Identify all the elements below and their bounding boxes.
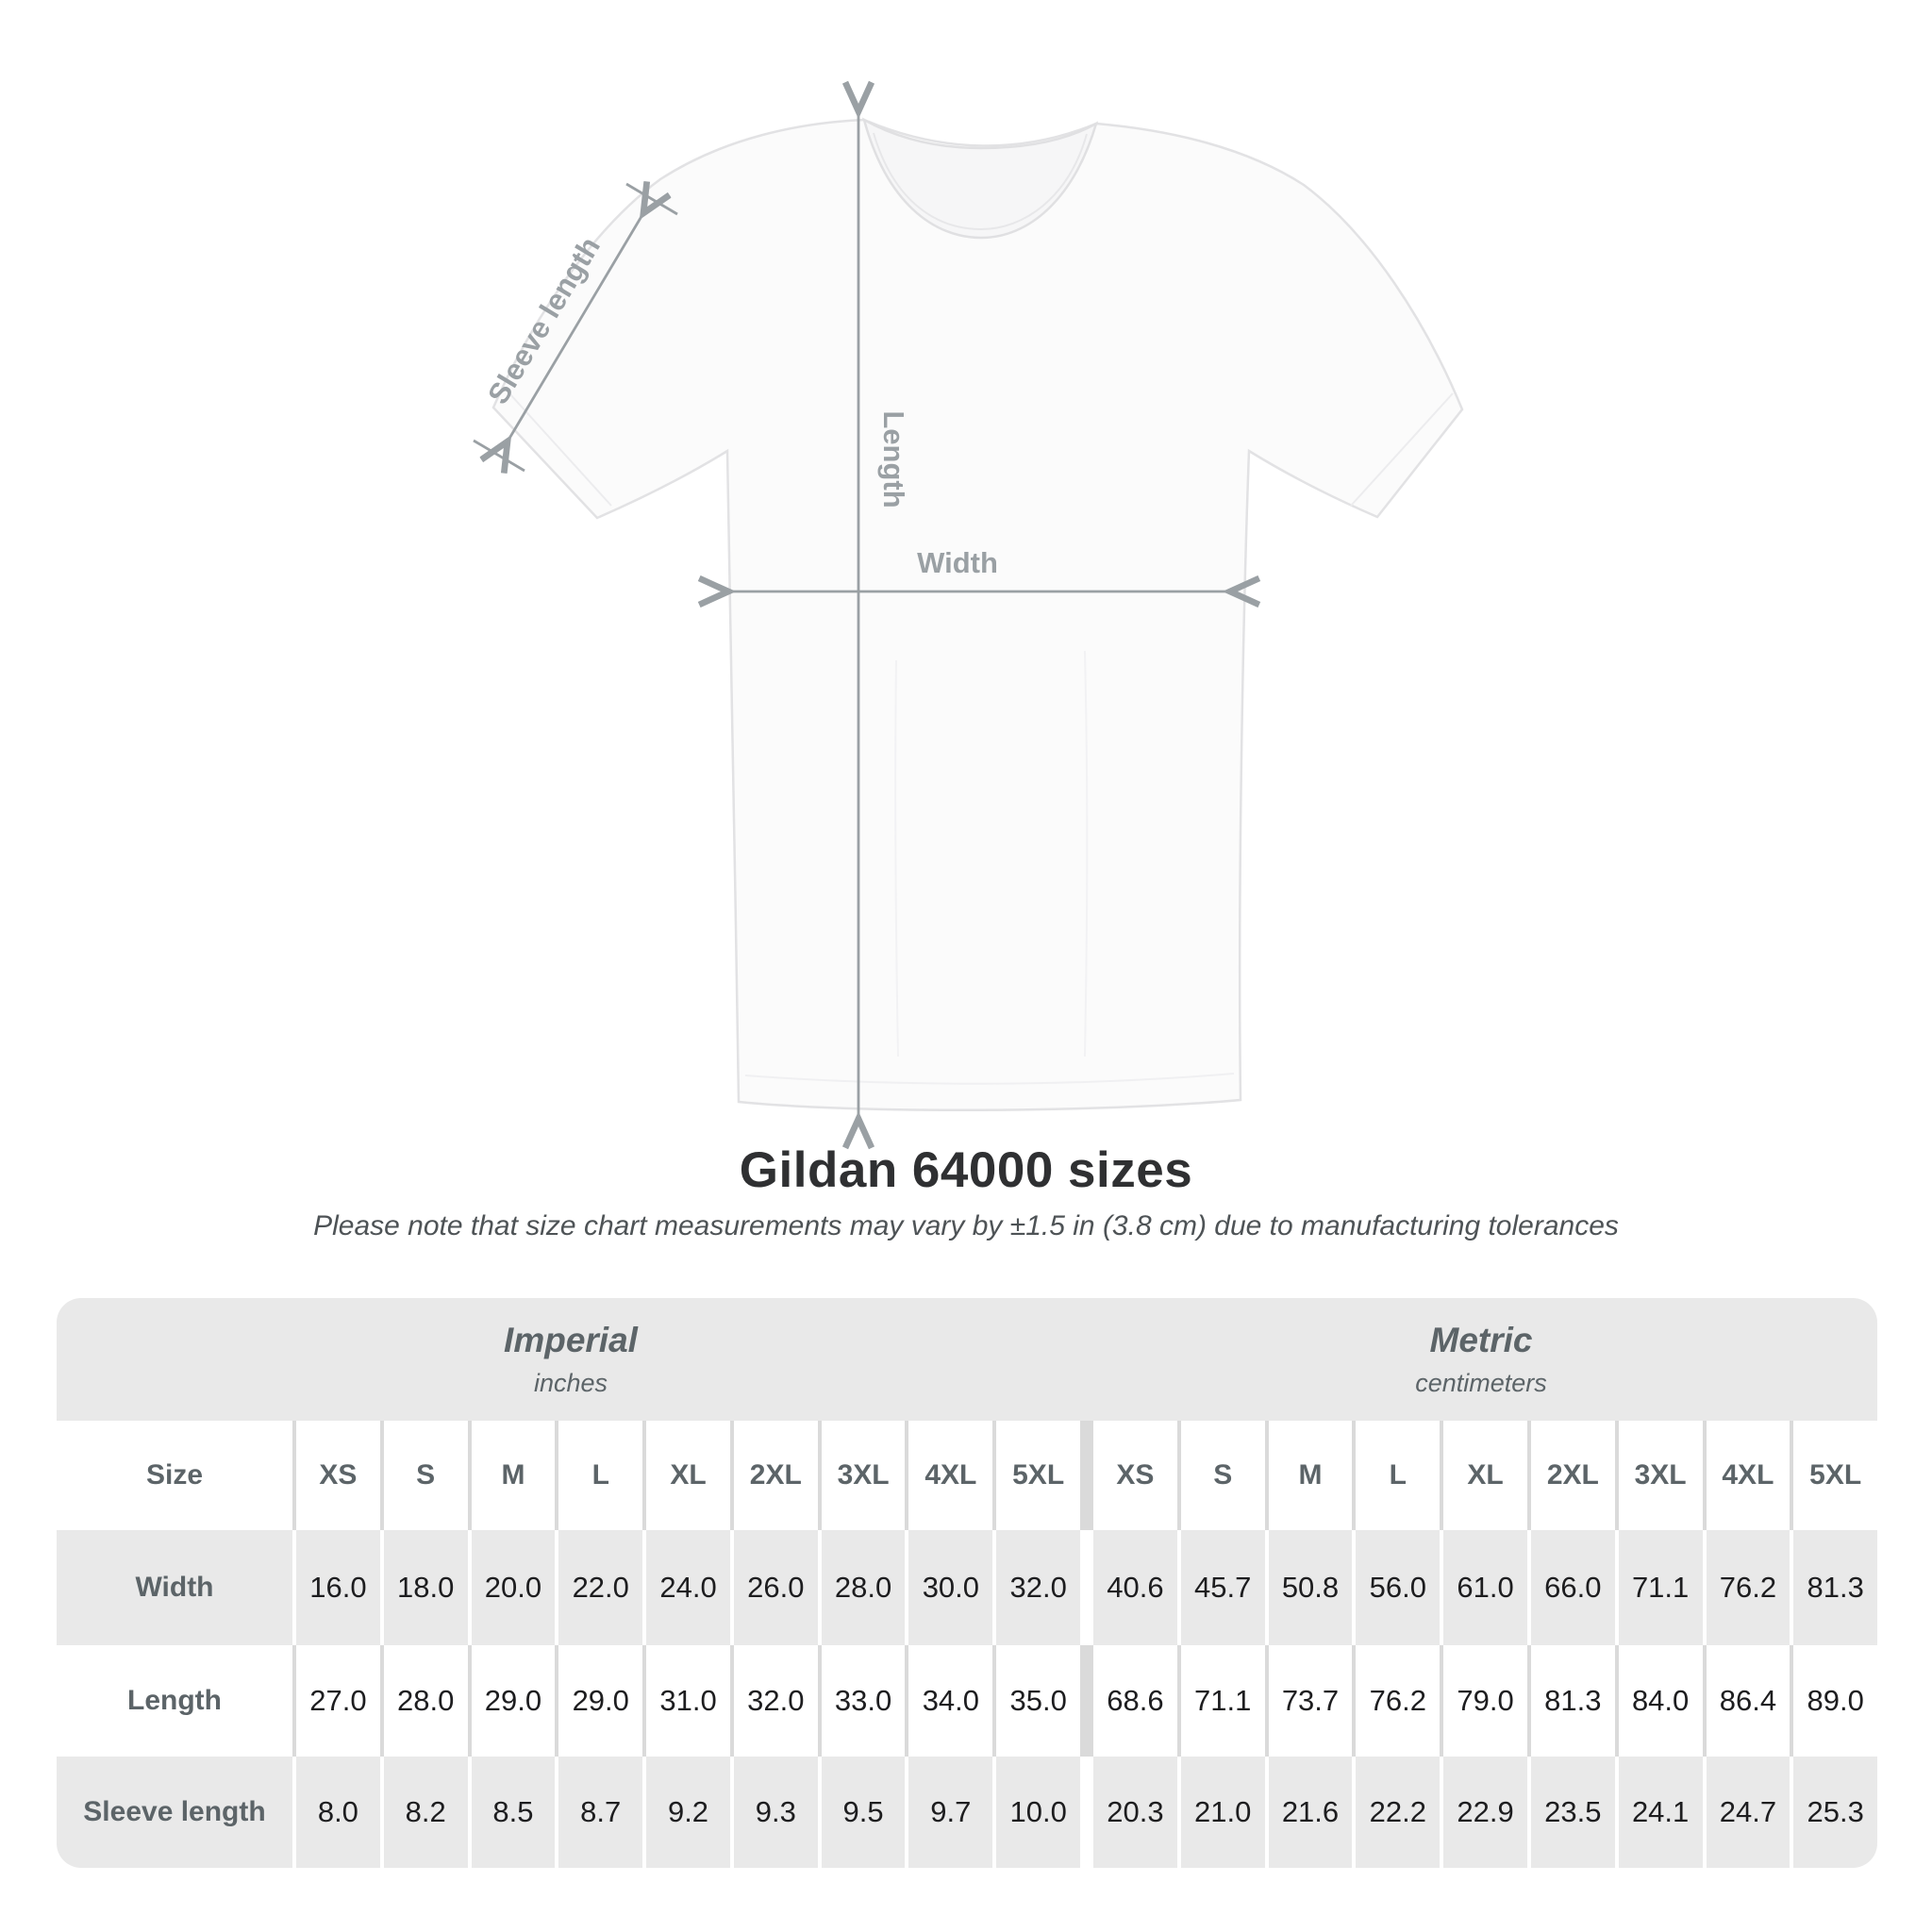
imperial-value-cell: 28.0 [384, 1645, 468, 1757]
metric-size-header-cell: 3XL [1619, 1421, 1703, 1530]
sleeve-length-dimension-label: Sleeve length [481, 231, 608, 410]
metric-value-cell: 66.0 [1531, 1530, 1615, 1645]
page-title: Gildan 64000 sizes [739, 1142, 1193, 1198]
metric-value-cell: 71.1 [1181, 1645, 1265, 1757]
imperial-value-cell: 29.0 [472, 1645, 556, 1757]
imperial-value-cell: 9.7 [908, 1757, 992, 1868]
imperial-value-cell: 8.2 [384, 1757, 468, 1868]
size-table [57, 1298, 1877, 1868]
metric-value-cell: 24.1 [1619, 1757, 1703, 1868]
imperial-size-header-cell: M [472, 1421, 556, 1530]
metric-value-cell: 73.7 [1269, 1645, 1353, 1757]
imperial-value-cell: 31.0 [646, 1645, 730, 1757]
imperial-value-cell: 34.0 [908, 1645, 992, 1757]
metric-value-cell: 22.2 [1356, 1757, 1440, 1868]
length-dimension-label: Length [877, 410, 910, 508]
imperial-size-header-cell: XL [646, 1421, 730, 1530]
metric-value-cell: 20.3 [1093, 1757, 1177, 1868]
size-column-header: Size [57, 1421, 292, 1530]
imperial-value-cell: 20.0 [472, 1530, 556, 1645]
imperial-value-cell: 9.3 [734, 1757, 818, 1868]
imperial-value-cell: 8.0 [296, 1757, 380, 1868]
row-label: Length [57, 1645, 292, 1757]
width-dimension-label: Width [917, 546, 998, 579]
imperial-value-cell: 35.0 [996, 1645, 1080, 1757]
metric-value-cell: 71.1 [1619, 1530, 1703, 1645]
metric-section-header [1085, 1298, 1877, 1421]
metric-value-cell: 21.6 [1269, 1757, 1353, 1868]
imperial-value-cell: 26.0 [734, 1530, 818, 1645]
metric-value-cell: 86.4 [1707, 1645, 1790, 1757]
imperial-label: Imperial [504, 1321, 638, 1359]
imperial-value-cell: 24.0 [646, 1530, 730, 1645]
metric-value-cell: 84.0 [1619, 1645, 1703, 1757]
row-label: Width [57, 1530, 292, 1645]
metric-value-cell: 56.0 [1356, 1530, 1440, 1645]
sleeve-length-row [57, 1757, 1877, 1868]
metric-size-header-cell: 5XL [1793, 1421, 1877, 1530]
metric-value-cell: 21.0 [1181, 1757, 1265, 1868]
metric-label: Metric [1429, 1321, 1533, 1359]
imperial-value-cell: 18.0 [384, 1530, 468, 1645]
imperial-section-header [57, 1298, 1085, 1421]
imperial-value-cell: 8.7 [558, 1757, 642, 1868]
imperial-value-cell: 30.0 [908, 1530, 992, 1645]
units-header-band [57, 1298, 1877, 1421]
imperial-size-header-cell: 2XL [734, 1421, 818, 1530]
imperial-value-cell: 27.0 [296, 1645, 380, 1757]
imperial-value-cell: 33.0 [822, 1645, 906, 1757]
row-label: Sleeve length [57, 1757, 292, 1868]
metric-size-header-cell: S [1181, 1421, 1265, 1530]
imperial-value-cell: 32.0 [734, 1645, 818, 1757]
imperial-size-header-cell: 5XL [996, 1421, 1080, 1530]
imperial-value-cell: 9.5 [822, 1757, 906, 1868]
imperial-value-cell: 29.0 [558, 1645, 642, 1757]
imperial-value-cell: 8.5 [472, 1757, 556, 1868]
metric-value-cell: 61.0 [1443, 1530, 1527, 1645]
imperial-size-header-cell: 3XL [822, 1421, 906, 1530]
metric-value-cell: 89.0 [1793, 1645, 1877, 1757]
imperial-size-header-cell: XS [296, 1421, 380, 1530]
metric-value-cell: 79.0 [1443, 1645, 1527, 1757]
metric-unit-label: centimeters [1415, 1369, 1547, 1397]
metric-size-header-cell: XL [1443, 1421, 1527, 1530]
imperial-size-header-cell: S [384, 1421, 468, 1530]
imperial-value-cell: 32.0 [996, 1530, 1080, 1645]
imperial-size-header-cell: L [558, 1421, 642, 1530]
metric-value-cell: 81.3 [1793, 1530, 1877, 1645]
metric-value-cell: 24.7 [1707, 1757, 1790, 1868]
metric-value-cell: 76.2 [1707, 1530, 1790, 1645]
metric-size-header-cell: 2XL [1531, 1421, 1615, 1530]
imperial-value-cell: 9.2 [646, 1757, 730, 1868]
sleeve-dimension-tick-bottom [474, 441, 525, 471]
imperial-size-header-cell: 4XL [908, 1421, 992, 1530]
metric-value-cell: 40.6 [1093, 1530, 1177, 1645]
length-row [57, 1645, 1877, 1757]
tshirt-graphic [493, 120, 1462, 1110]
metric-value-cell: 50.8 [1269, 1530, 1353, 1645]
imperial-value-cell: 16.0 [296, 1530, 380, 1645]
metric-size-header-cell: L [1356, 1421, 1440, 1530]
metric-value-cell: 45.7 [1181, 1530, 1265, 1645]
metric-value-cell: 22.9 [1443, 1757, 1527, 1868]
imperial-value-cell: 22.0 [558, 1530, 642, 1645]
metric-size-header-cell: 4XL [1707, 1421, 1790, 1530]
metric-size-header-cell: XS [1093, 1421, 1177, 1530]
metric-size-header-cell: M [1269, 1421, 1353, 1530]
imperial-value-cell: 28.0 [822, 1530, 906, 1645]
metric-value-cell: 25.3 [1793, 1757, 1877, 1868]
imperial-value-cell: 10.0 [996, 1757, 1080, 1868]
page-subtitle: Please note that size chart measurements may vary by ±1.5 in (3.8 cm) due to manufacturing tolerances [313, 1210, 1619, 1241]
imperial-unit-label: inches [533, 1369, 608, 1397]
size-header-row [57, 1421, 1877, 1530]
metric-value-cell: 81.3 [1531, 1645, 1615, 1757]
metric-value-cell: 68.6 [1093, 1645, 1177, 1757]
metric-value-cell: 76.2 [1356, 1645, 1440, 1757]
metric-value-cell: 23.5 [1531, 1757, 1615, 1868]
width-row [57, 1530, 1877, 1645]
